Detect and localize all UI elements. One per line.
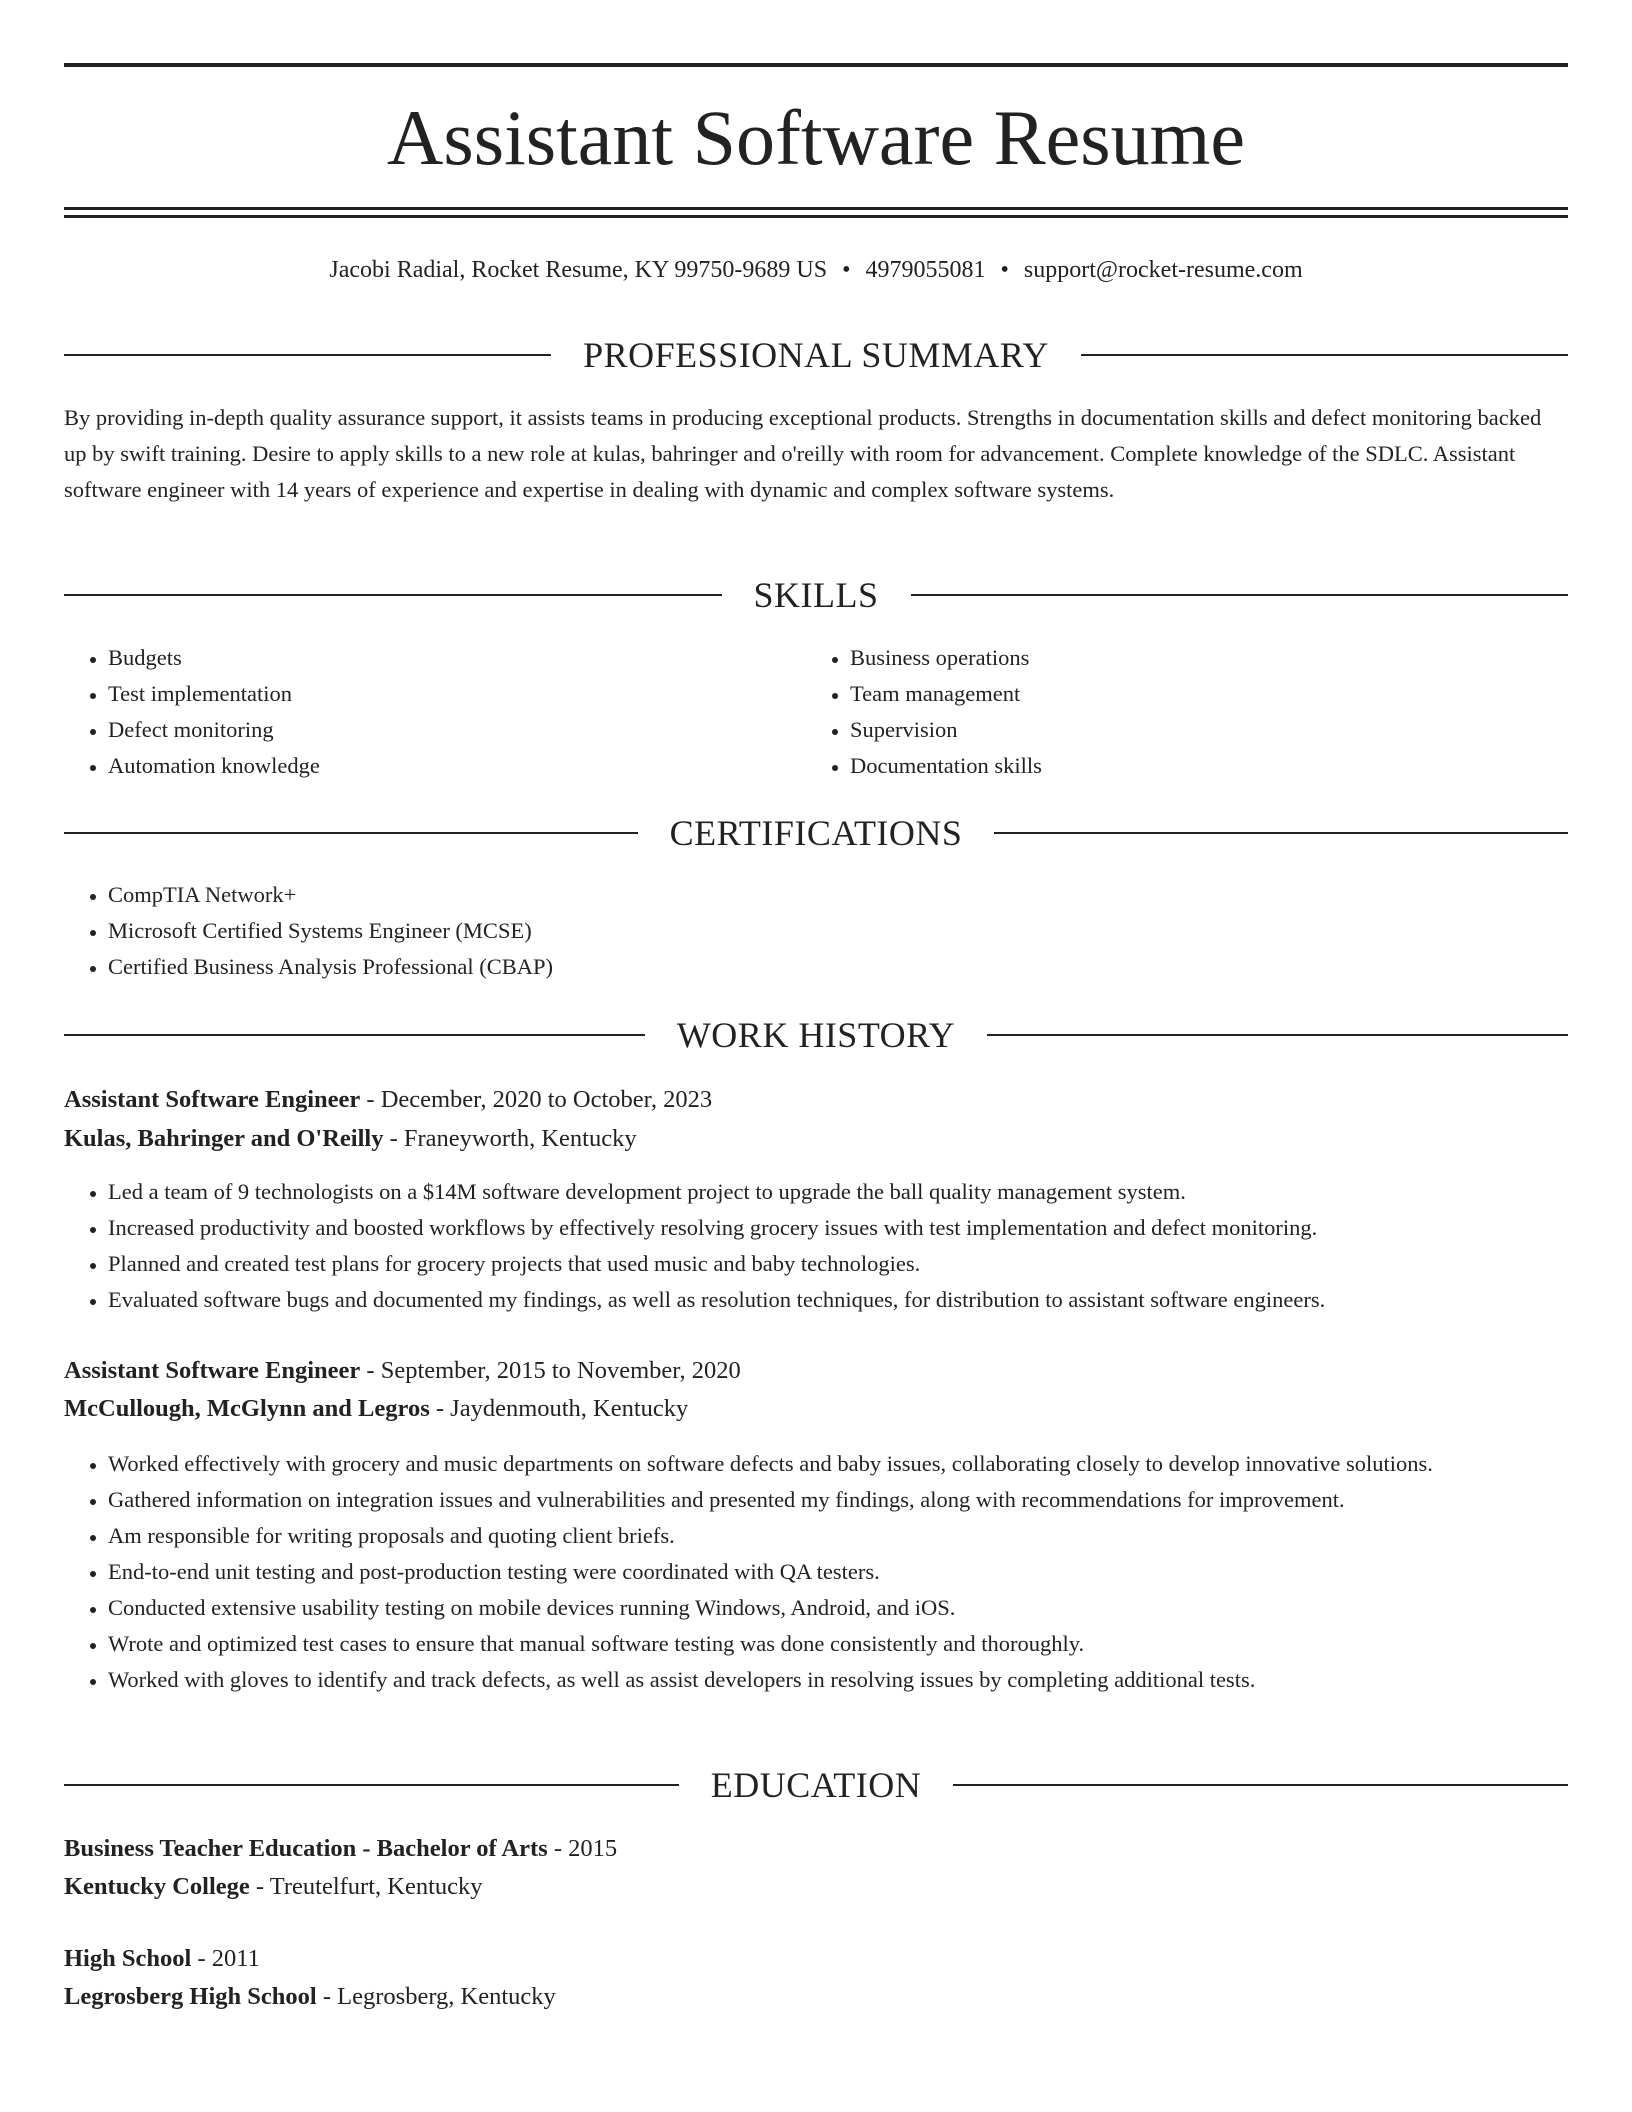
education-school: Legrosberg High School: [64, 1983, 317, 2010]
section-title: WORK HISTORY: [676, 1015, 956, 1055]
contact-email: support@rocket-resume.com: [1023, 257, 1303, 283]
header-top-rule: [64, 63, 1568, 67]
section-header-skills: [64, 573, 1568, 617]
divider-line: [64, 594, 722, 596]
dash: -: [547, 1835, 569, 1862]
job-bullets: [64, 1446, 1568, 1698]
job-bullet: • Worked effectively with grocery and music departments on software defects and baby issues, collaborating closely to develop innovative solutions.: [108, 1446, 1568, 1482]
certification-item: • Certified Business Analysis Professional (CBAP): [108, 949, 1568, 985]
contact-address: Jacobi Radial, Rocket Resume, KY 99750-9689 US: [329, 257, 828, 283]
job-role: Assistant Software Engineer: [64, 1086, 361, 1113]
dash: -: [429, 1395, 451, 1422]
skill-item: • Supervision: [850, 712, 1550, 748]
skill-item: • Budgets: [108, 640, 808, 676]
contact-phone: 4979055081: [865, 257, 986, 283]
skill-item: • Automation knowledge: [108, 748, 808, 784]
section-title: PROFESSIONAL SUMMARY: [583, 335, 1049, 375]
education-school-line: [64, 1979, 1568, 2015]
contact-line: [64, 254, 1568, 286]
header-bottom-rule-2: [64, 215, 1568, 218]
skills-list-right: [806, 640, 1550, 784]
job-title-line: [64, 1353, 1568, 1389]
section-title: EDUCATION: [710, 1765, 922, 1805]
dash: -: [360, 1086, 381, 1113]
contact-separator: •: [842, 257, 851, 283]
job-company: Kulas, Bahringer and O'Reilly: [64, 1125, 384, 1152]
divider-line: [64, 1034, 645, 1036]
skill-item: • Defect monitoring: [108, 712, 808, 748]
summary-text: By providing in-depth quality assurance support, it assists teams in producing exceptional products. Strengths in documentation skills and defect monitoring backed up by swift training. Desire to apply skills to a new role at kulas, bahringer and o'reilly with room for advancement. Complete knowledge of the SDLC. Assistant software engineer with 14 years of experience and expertise in dealing with dynamic and complex software systems.: [64, 405, 1542, 502]
dash: -: [316, 1983, 338, 2010]
certification-item: • CompTIA Network+: [108, 877, 1568, 913]
job-location: Jaydenmouth, Kentucky: [450, 1395, 689, 1422]
dash: -: [383, 1125, 404, 1152]
education-degree: Business Teacher Education - Bachelor of Arts: [64, 1835, 548, 1862]
education-degree-line: [64, 1831, 1568, 1867]
section-header-work-history: [64, 1013, 1568, 1057]
job-title-line: [64, 1082, 1568, 1118]
header-bottom-rule-1: [64, 207, 1568, 210]
divider-line: [1081, 354, 1568, 356]
job-bullet: • Increased productivity and boosted workflows by effectively resolving grocery issues with test implementation and defect monitoring.: [108, 1210, 1568, 1246]
job-bullet: • Worked with gloves to identify and track defects, as well as assist developers in resolving issues by completing additional tests.: [108, 1662, 1568, 1698]
divider-line: [953, 1784, 1568, 1786]
job-bullet: • Am responsible for writing proposals and quoting client briefs.: [108, 1518, 1568, 1554]
job-dates: September, 2015 to November, 2020: [380, 1357, 741, 1384]
section-title: CERTIFICATIONS: [669, 813, 963, 853]
education-location: Treutelfurt, Kentucky: [269, 1873, 483, 1900]
certification-item: • Microsoft Certified Systems Engineer (MCSE): [108, 913, 1568, 949]
divider-line: [64, 354, 551, 356]
resume-title: Assistant Software Resume: [387, 94, 1245, 181]
job-bullet: • Wrote and optimized test cases to ensure that manual software testing was done consistently and thoroughly.: [108, 1626, 1568, 1662]
job-bullet: • End-to-end unit testing and post-production testing were coordinated with QA testers.: [108, 1554, 1568, 1590]
contact-separator: •: [1000, 257, 1009, 283]
education-school: Kentucky College: [64, 1873, 250, 1900]
job-bullet: • Evaluated software bugs and documented my findings, as well as resolution techniques, for distribution to assistant software engineers.: [108, 1282, 1568, 1318]
education-school-line: [64, 1869, 1568, 1905]
divider-line: [64, 832, 638, 834]
section-header-education: [64, 1763, 1568, 1807]
job-dates: December, 2020 to October, 2023: [380, 1086, 713, 1113]
job-bullets: [64, 1174, 1568, 1318]
dash: -: [249, 1873, 270, 1900]
job-bullet: • Planned and created test plans for grocery projects that used music and baby technologies.: [108, 1246, 1568, 1282]
job-company-line: [64, 1391, 1568, 1427]
dash: -: [360, 1357, 381, 1384]
job-role: Assistant Software Engineer: [64, 1357, 361, 1384]
education-location: Legrosberg, Kentucky: [337, 1983, 556, 2010]
education-degree-line: [64, 1941, 1568, 1977]
divider-line: [994, 832, 1568, 834]
dash: -: [191, 1945, 212, 1972]
skill-item: • Business operations: [850, 640, 1550, 676]
job-company-line: [64, 1121, 1568, 1157]
skill-item: • Test implementation: [108, 676, 808, 712]
section-header-certifications: [64, 811, 1568, 855]
education-degree: High School: [64, 1945, 192, 1972]
section-title: SKILLS: [753, 575, 879, 615]
education-year: 2011: [211, 1945, 260, 1972]
divider-line: [911, 594, 1569, 596]
job-company: McCullough, McGlynn and Legros: [64, 1395, 430, 1422]
job-bullet: • Gathered information on integration issues and vulnerabilities and presented my findings, along with recommendations for improvement.: [108, 1482, 1568, 1518]
skills-list-left: [64, 640, 808, 784]
skill-item: • Team management: [850, 676, 1550, 712]
job-location: Franeyworth, Kentucky: [403, 1125, 637, 1152]
divider-line: [64, 1784, 679, 1786]
divider-line: [987, 1034, 1568, 1036]
job-bullet: • Conducted extensive usability testing on mobile devices running Windows, Android, and iOS.: [108, 1590, 1568, 1626]
skill-item: • Documentation skills: [850, 748, 1550, 784]
certifications-list: [64, 877, 1568, 985]
job-bullet: • Led a team of 9 technologists on a $14M software development project to upgrade the ball quality management system.: [108, 1174, 1568, 1210]
education-year: 2015: [568, 1835, 618, 1862]
section-header-summary: [64, 333, 1568, 377]
